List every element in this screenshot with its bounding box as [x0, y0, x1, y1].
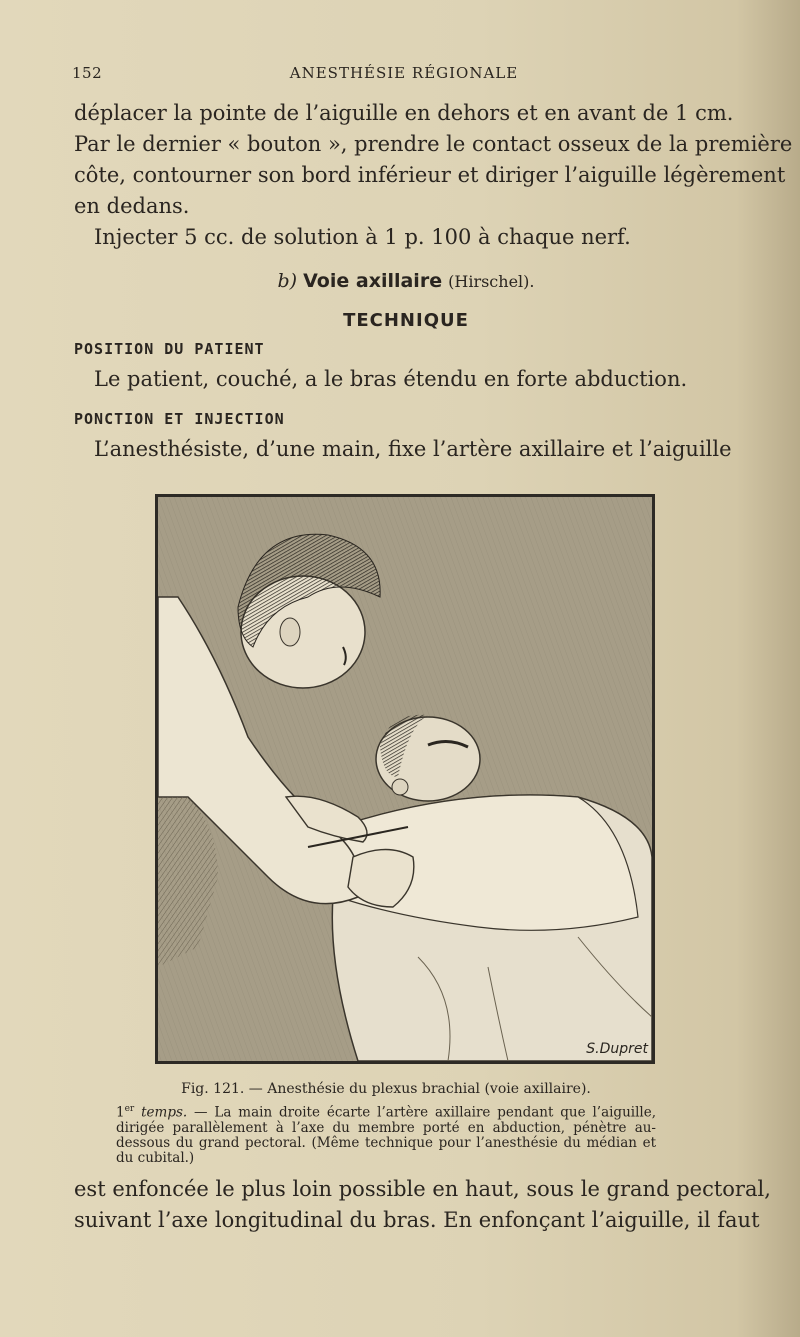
text-line: déplacer la pointe de l’aiguille en dehors et en avant de 1 cm. [74, 101, 734, 125]
subheading-letter: b) [277, 270, 298, 292]
caption-title: Fig. 121. — Anesthésie du plexus brachial (voie axillaire). [181, 1081, 591, 1097]
technique-heading: TECHNIQUE [343, 310, 469, 331]
page-header [72, 64, 736, 86]
position-heading: POSITION DU PATIENT [74, 340, 265, 358]
caption-body: — La main droite écarte l’artère axillaire pendant que l’aiguille, dirigée parallèlement à l’axe du membre porté en abduction, pénètre au-dessous du grand pectoral. (Même technique pour l’anesthésie du médian et du cubital.) [116, 1104, 657, 1166]
caption-ordinal-sup: er [124, 1104, 135, 1114]
ponction-heading: PONCTION ET INJECTION [74, 410, 285, 428]
caption-legend [116, 1102, 656, 1166]
running-title: ANESTHÉSIE RÉGIONALE [289, 64, 519, 82]
engraving [158, 497, 652, 1061]
caption-ordinal: 1 [116, 1104, 125, 1121]
text-line: Par le dernier « bouton », prendre le contact osseux de la première [74, 132, 793, 156]
text-line: côte, contourner son bord inférieur et diriger l’aiguille légèrement [74, 163, 786, 187]
ponction-paragraph [74, 434, 738, 465]
figure-caption [116, 1082, 656, 1166]
top-paragraph [74, 98, 793, 253]
text-line: suivant l’axe longitudinal du bras. En enfonçant l’aiguille, il faut [74, 1208, 760, 1232]
ponction-text: L’anesthésiste, d’une main, fixe l’artère axillaire et l’aiguille [94, 437, 732, 461]
artist-signature: S.Dupret [586, 1041, 648, 1057]
text-line: est enfoncée le plus loin possible en haut, sous le grand pectoral, [74, 1177, 771, 1201]
subheading [74, 270, 738, 292]
position-text: Le patient, couché, a le bras étendu en forte abduction. [94, 367, 688, 391]
caption-temps: temps. [141, 1104, 188, 1121]
figure-illustration [155, 494, 655, 1064]
injection-instruction: Injecter 5 cc. de solution à 1 p. 100 à chaque nerf. [94, 225, 631, 249]
subheading-title: Voie axillaire [303, 270, 443, 292]
subheading-author: (Hirschel). [448, 272, 535, 291]
position-paragraph [74, 364, 738, 395]
text-line: en dedans. [74, 194, 190, 218]
bottom-paragraph [74, 1174, 771, 1236]
page-number: 152 [72, 64, 103, 82]
